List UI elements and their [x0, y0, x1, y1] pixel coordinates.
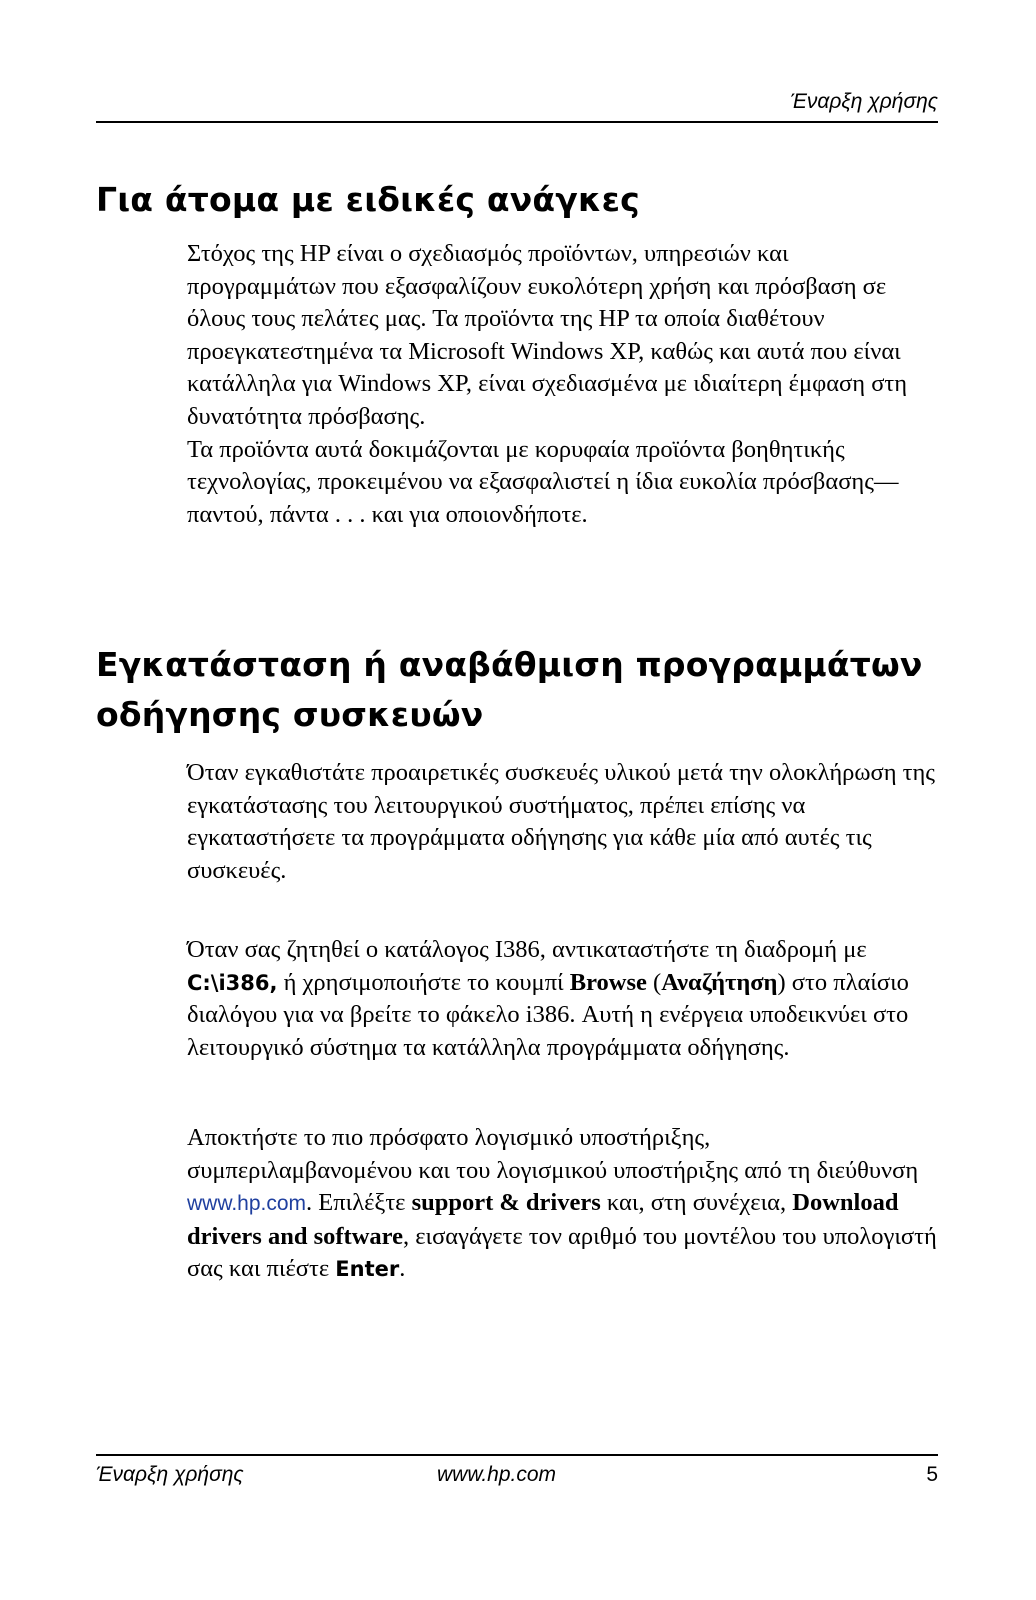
page-number: 5 [926, 1463, 938, 1486]
drivers-p2-text-a: Όταν σας ζητηθεί ο κατάλογος I386, αντικαταστήστε τη διαδρομή με [187, 936, 867, 963]
drivers-paragraph-2 [187, 934, 939, 1064]
accessibility-paragraph-2: Τα προϊόντα αυτά δοκιμάζονται με κορυφαία προϊόντα βοηθητικής τεχνολογίας, προκειμένου να εξασφαλιστεί η ίδια ευκολία πρόσβασης—παντού, πάντα . . . και για οποιονδήποτε. [187, 435, 899, 528]
drivers-p3-text-b: . Επιλέξτε [306, 1189, 412, 1217]
drivers-p3-text-a: Αποκτήστε το πιο πρόσφατο λογισμικό υποστήριξης, συμπεριλαμβανομένου και του λογισμικού υποστήριξης από τη διεύθυνση [187, 1124, 919, 1184]
drivers-p2-text-b: ή χρησιμοποιήστε το κουμπί [277, 968, 570, 996]
drivers-p2-text-c: ( [646, 968, 662, 996]
footer-rule [96, 1454, 938, 1456]
support-drivers-label: support & drivers [411, 1189, 601, 1217]
running-footer [96, 1463, 938, 1493]
section-heading-accessibility: Για άτομα με ειδικές ανάγκες [96, 180, 640, 219]
search-label: Αναζήτηση [661, 968, 778, 996]
browse-label: Browse [569, 968, 647, 996]
drivers-p3-text-c: και, στη συνέχεια, [600, 1189, 793, 1217]
drivers-paragraph-1-text: Όταν εγκαθιστάτε προαιρετικές συσκευές υλικού μετά την ολοκλήρωση της εγκατάστασης του λειτουργικού συστήματος, πρέπει επίσης να εγκαταστήσετε τα προγράμματα οδήγησης για κάθε μία από αυτές τις συσκευές. [187, 759, 936, 884]
header-rule [96, 121, 938, 123]
footer-website: www.hp.com [437, 1463, 557, 1486]
download-drivers-label: Download drivers and software [187, 1189, 899, 1250]
footer-title: Έναρξη χρήσης [96, 1463, 244, 1486]
drivers-p3-text-d: , εισαγάγετε τον αριθμό του μοντέλου του υπολογιστή σας και πιέστε [187, 1222, 937, 1283]
drivers-p2-text-d: ) στο πλαίσιο διαλόγου για να βρείτε το φάκελο i386. Αυτή η ενέργεια υποδεικνύει στο λειτουργικό σύστημα τα κατάλληλα προγράμματα οδήγησης. [187, 968, 909, 1061]
i386-path: C:\i386, [187, 970, 278, 995]
drivers-paragraph-1 [187, 757, 939, 887]
enter-key-label: Enter [335, 1257, 400, 1282]
drivers-paragraph-3-text [187, 1122, 939, 1286]
drivers-paragraph-2-text [187, 934, 939, 1064]
drivers-paragraph-3 [187, 1122, 939, 1286]
section-heading-drivers: Εγκατάσταση ή αναβάθμιση προγραμμάτων οδήγησης συσκευών [96, 645, 923, 734]
running-header-title: Έναρξη χρήσης [790, 90, 938, 113]
accessibility-paragraph-1: Στόχος της HP είναι ο σχεδιασμός προϊόντων, υπηρεσιών και προγραμμάτων που εξασφαλίζουν ευκολότερη χρήση και πρόσβαση σε όλους τους πελάτες μας. Τα προϊόντα της HP τα οποία διαθέτουν προεγκατεστημένα τα Microsoft Windows XP, καθώς και αυτά που είναι κατάλληλα για Windows XP, είναι σχεδιασμένα με ιδιαίτερη έμφαση στη δυνατότητα πρόσβασης. [187, 240, 908, 430]
drivers-p3-text-e: . [399, 1255, 406, 1283]
accessibility-body [187, 238, 939, 531]
hp-website-link[interactable]: www.hp.com [187, 1192, 307, 1216]
